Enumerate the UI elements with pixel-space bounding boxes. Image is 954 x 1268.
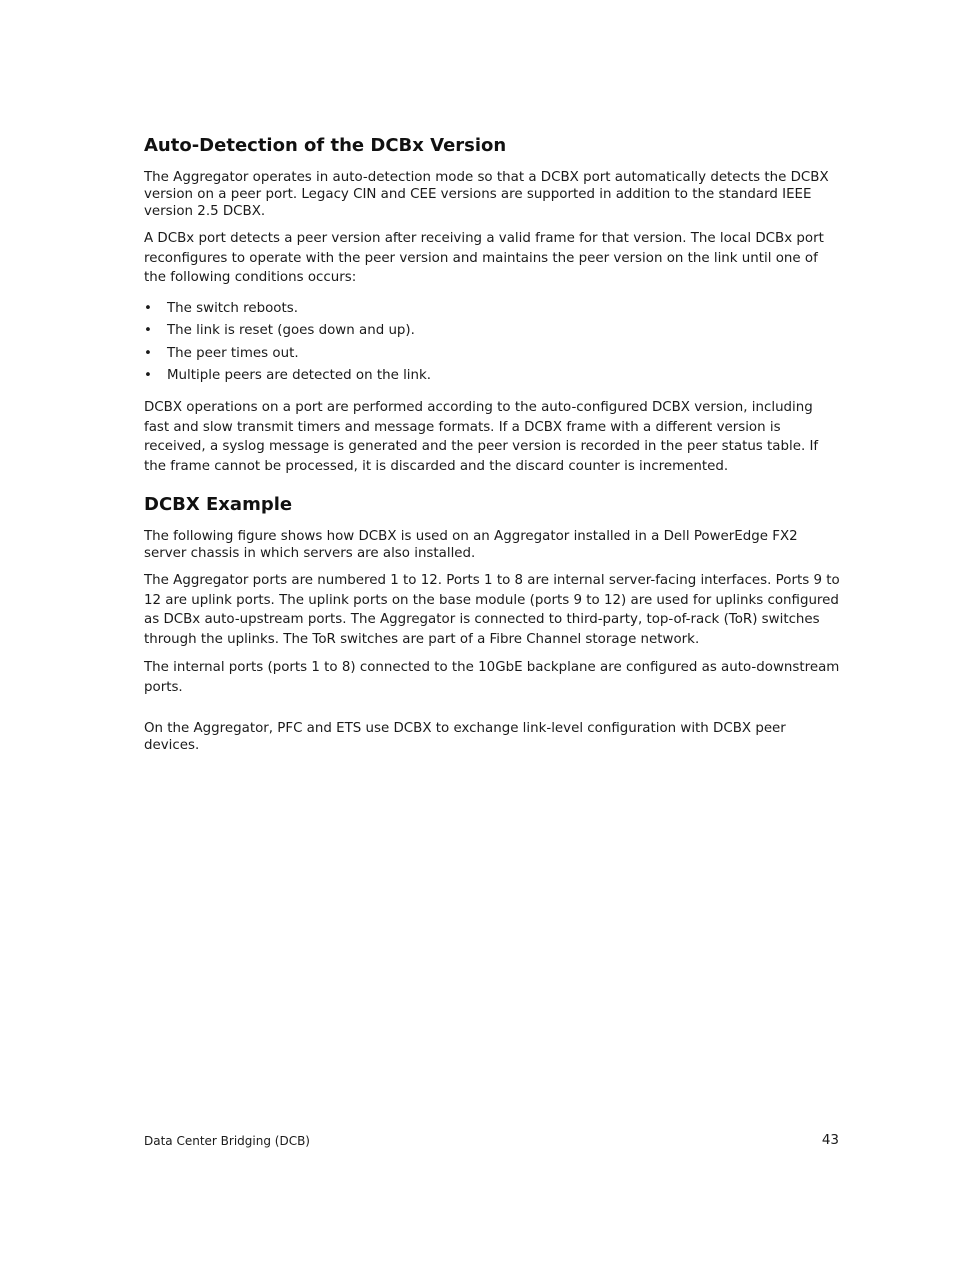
paragraph: The internal ports (ports 1 to 8) connected to the 10GbE backplane are configured as auto-downstream ports. [144,660,840,695]
paragraph: The Aggregator ports are numbered 1 to 12. Ports 1 to 8 are internal server-facing interfaces. Ports 9 to 12 are uplink ports. The uplink ports on the base module (ports 9 to 12) are used for uplinks configured as DCBx auto-upstream ports. The Aggregator is connected to third-party, top-of-rack (ToR) switches through the uplinks. The ToR switches are part of a Fibre Channel storage network. [144,573,840,647]
bullet-icon: • [144,300,152,316]
list-item: • Multiple peers are detected on the link. [144,368,432,383]
paragraph: DCBX operations on a port are performed according to the auto-configured DCBX version, including fast and slow transmit timers and message formats. If a DCBX frame with a different version is received, a syslog message is generated and the peer version is recorded in the peer status table. If the frame cannot be processed, it is discarded and the discard counter is incremented. [144,400,819,474]
paragraph: The Aggregator operates in auto-detection mode so that a DCBX port automatically detects the DCBX version on a peer port. Legacy CIN and CEE versions are supported in addition to the standard IEEE version 2.5 DCBX. [144,170,829,219]
page-number: 43 [821,1132,839,1148]
bullet-icon: • [144,368,152,383]
list-item: • The switch reboots. [144,300,298,316]
bullet-icon: • [144,345,152,361]
condition-list [144,300,840,385]
section-heading-auto-detection: Auto-Detection of the DCBx Version [144,135,507,156]
section-heading-dcbx-example: DCBX Example [144,494,293,515]
bullet-icon: • [144,323,152,338]
footer-section-title: Data Center Bridging (DCB) [144,1134,310,1148]
paragraph: A DCBx port detects a peer version after receiving a valid frame for that version. The local DCBx port reconfigures to operate with the peer version and maintains the peer version on the link until one of the following conditions occurs: [144,231,824,285]
list-item: • The peer times out. [144,345,299,361]
spacer [144,706,840,720]
paragraph: The following figure shows how DCBX is used on an Aggregator installed in a Dell PowerEdge FX2 server chassis in which servers are also installed. [144,529,798,561]
page-content [144,134,840,763]
list-item: • The link is reset (goes down and up). [144,323,415,338]
paragraph: On the Aggregator, PFC and ETS use DCBX to exchange link-level configuration with DCBX peer devices. [144,721,786,753]
